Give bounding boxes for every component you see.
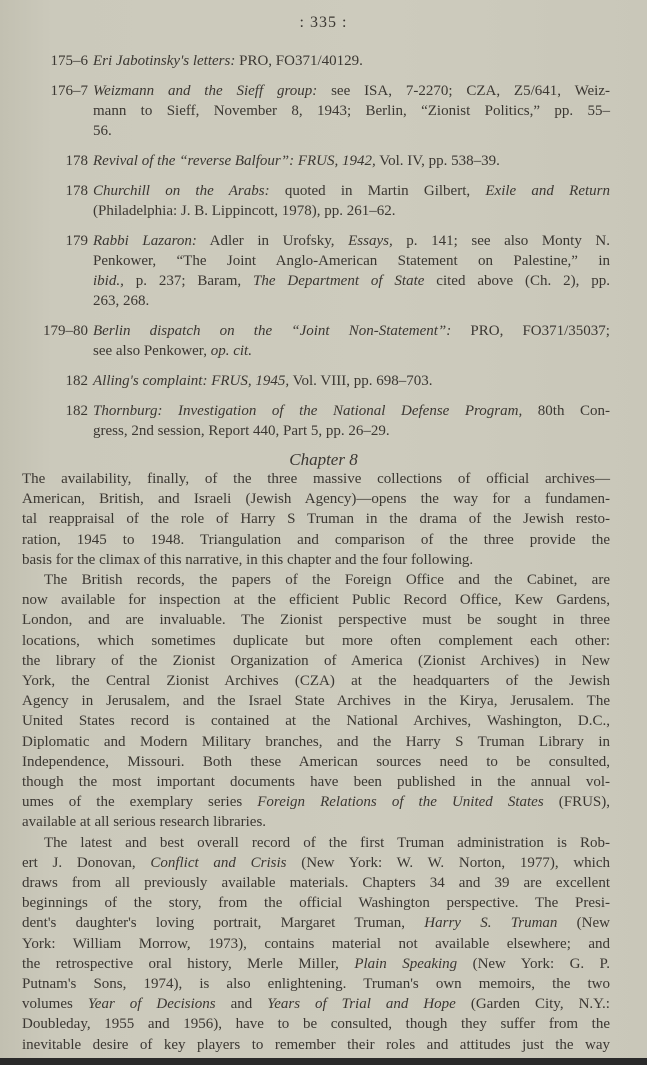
text-line xyxy=(93,321,610,341)
text-line xyxy=(22,631,610,651)
note-entry xyxy=(0,81,647,141)
chapter-body-text xyxy=(22,469,610,1055)
text-line xyxy=(22,671,610,691)
italic-text: Churchill on the Arabs: xyxy=(93,183,270,199)
text-segment: available at all serious research libraries. xyxy=(22,814,267,831)
note-entry xyxy=(0,231,647,311)
text-line xyxy=(22,489,610,509)
text-segment: York: William Morrow, 1973), contains material not available elsewhere; and xyxy=(22,935,610,952)
text-segment: Adler in Urofsky, xyxy=(196,233,349,249)
text-segment: and xyxy=(215,996,268,1013)
note-entry xyxy=(0,151,647,171)
text-segment: Penkower, “The Joint Anglo-American Statement on Palestine,” in xyxy=(93,253,610,269)
note-page-ref: 182 xyxy=(65,403,88,419)
chapter-heading: Chapter 8 xyxy=(289,450,358,469)
text-line xyxy=(93,121,610,141)
italic-text: ibid., xyxy=(93,273,124,289)
text-line xyxy=(22,651,610,671)
text-line xyxy=(22,954,610,974)
italic-text: Berlin dispatch on the “Joint Non-Statement”: xyxy=(93,323,452,339)
text-line xyxy=(93,401,610,421)
italic-text: Alling's complaint: FRUS, 1945, xyxy=(93,373,290,389)
text-line xyxy=(22,994,610,1014)
text-line xyxy=(93,251,610,271)
text-line xyxy=(22,893,610,913)
text-segment: London, and are invaluable. The Zionist perspective must be sought in three xyxy=(22,612,610,629)
text-segment: see ISA, 7-2270; CZA, Z5/641, Weiz- xyxy=(317,83,610,99)
text-segment: the library of the Zionist Organization of America (Zionist Archives) in New xyxy=(22,652,610,669)
text-line xyxy=(22,469,610,489)
text-segment: (New York: W. W. Norton, 1977), which xyxy=(286,854,610,871)
note-text xyxy=(93,371,610,391)
italic-text: Essays, xyxy=(348,233,393,249)
text-segment: locations, which sometimes duplicate but more often complement each other: xyxy=(22,632,610,649)
italic-text: Harry S. Truman xyxy=(424,915,558,932)
text-segment: Vol. IV, pp. 538–39. xyxy=(375,153,500,169)
note-entry xyxy=(0,181,647,221)
text-segment: PRO, FO371/35037; xyxy=(451,323,610,339)
text-segment: ration, 1945 to 1948. Triangulation and comparison of the three provide the xyxy=(22,531,610,548)
text-line xyxy=(93,201,610,221)
text-line xyxy=(93,151,610,171)
italic-text: Year of Decisions xyxy=(87,996,216,1013)
note-text xyxy=(93,231,610,311)
text-segment: 56. xyxy=(93,123,112,139)
text-segment: Agency in Jerusalem, and the Israel State Archives in the Kirya, Jerusalem. The xyxy=(22,693,610,710)
text-segment: cited above (Ch. 2), pp. xyxy=(424,273,610,289)
text-line xyxy=(22,853,610,873)
text-segment: the retrospective oral history, Merle Miller, xyxy=(22,955,355,972)
scan-bottom-edge xyxy=(0,1058,647,1065)
text-segment: The availability, finally, of the three massive collections of official archives— xyxy=(22,471,610,487)
italic-text: Revival of the “reverse Balfour”: FRUS, 1942, xyxy=(93,153,376,169)
text-line xyxy=(22,550,610,570)
text-segment: Vol. VIII, pp. 698–703. xyxy=(289,373,433,389)
text-line xyxy=(22,772,610,792)
note-text xyxy=(93,81,610,141)
text-segment: Putnam's Sons, 1974), is also enlightening. Truman's own memoirs, the two xyxy=(22,976,610,993)
italic-text: Weizmann and the Sieff group: xyxy=(93,83,318,99)
text-segment: (Garden City, N.Y.: xyxy=(455,996,610,1013)
note-text xyxy=(93,321,610,361)
text-segment: beginnings of the story, from the official Washington perspective. The Presi- xyxy=(22,895,610,912)
note-text xyxy=(93,151,610,171)
text-line xyxy=(22,1035,610,1055)
text-segment: Diplomatic and Modern Military branches, and the Harry S Truman Library in xyxy=(22,733,610,750)
italic-text: op. cit. xyxy=(210,343,252,359)
text-line xyxy=(22,913,610,933)
text-segment: United States record is contained at the National Archives, Washington, D.C., xyxy=(22,713,610,730)
text-segment: gress, 2nd session, Report 440, Part 5, pp. 26–29. xyxy=(93,423,390,439)
note-entry xyxy=(0,321,647,361)
note-entry xyxy=(0,401,647,441)
paragraph xyxy=(22,570,610,833)
text-segment: draws from all previously available materials. Chapters 34 and 39 are excellent xyxy=(22,875,610,892)
note-text xyxy=(93,51,610,71)
text-segment: (New xyxy=(557,915,610,932)
text-line xyxy=(93,101,610,121)
text-line xyxy=(22,711,610,731)
page-number: : 335 : xyxy=(299,14,348,31)
text-segment: American, British, and Israeli (Jewish Agency)—opens the way for a fundamen- xyxy=(22,491,610,508)
text-segment: dent's daughter's loving portrait, Margaret Truman, xyxy=(22,915,425,932)
note-page-ref: 176–7 xyxy=(50,83,88,99)
text-segment: 80th Con- xyxy=(522,403,610,419)
paragraph xyxy=(22,833,610,1055)
text-segment: tal reappraisal of the role of Harry S Truman in the drama of the Jewish resto- xyxy=(22,511,610,528)
italic-text: The Department of State xyxy=(252,273,425,289)
note-entry xyxy=(0,51,647,71)
text-line xyxy=(93,371,610,391)
note-page-ref: 178 xyxy=(65,183,88,199)
note-text xyxy=(93,181,610,221)
text-line xyxy=(93,51,610,71)
text-line xyxy=(93,271,610,291)
text-segment: inevitable desire of key players to remember their roles and attitudes just the way xyxy=(22,1036,610,1053)
text-line xyxy=(22,974,610,994)
text-segment: PRO, FO371/40129. xyxy=(235,53,363,69)
text-line xyxy=(22,792,610,812)
note-entry xyxy=(0,371,647,391)
text-segment: quoted in Martin Gilbert, xyxy=(269,183,486,199)
text-line xyxy=(93,231,610,251)
text-segment: The latest and best overall record of the first Truman administration is Rob- xyxy=(44,834,610,851)
text-line xyxy=(22,610,610,630)
italic-text: Rabbi Lazaron: xyxy=(93,233,197,249)
paragraph xyxy=(22,469,610,570)
text-line xyxy=(93,291,610,311)
text-segment: York, the Central Zionist Archives (CZA) at the headquarters of the Jewish xyxy=(22,673,610,690)
italic-text: Thornburg: Investigation of the National Defense Program, xyxy=(93,403,523,419)
text-segment: mann to Sieff, November 8, 1943; Berlin, “Zionist Politics,” pp. 55– xyxy=(93,103,610,119)
text-segment: 263, 268. xyxy=(93,293,150,309)
text-segment: The British records, the papers of the Foreign Office and the Cabinet, are xyxy=(44,572,610,589)
text-line xyxy=(22,934,610,954)
text-segment: though the most important documents have been published in the annual vol- xyxy=(22,774,610,791)
text-line xyxy=(22,833,610,853)
text-segment: ert J. Donovan, xyxy=(22,854,151,871)
italic-text: Exile and Return xyxy=(485,183,611,199)
text-line xyxy=(22,590,610,610)
italic-text: Conflict and Crisis xyxy=(150,854,287,871)
text-line xyxy=(22,530,610,550)
text-line xyxy=(93,181,610,201)
text-line xyxy=(22,509,610,529)
text-segment: (Philadelphia: J. B. Lippincott, 1978), pp. 261–62. xyxy=(93,203,396,219)
text-line xyxy=(22,570,610,590)
note-page-ref: 179 xyxy=(65,233,88,249)
note-page-ref: 178 xyxy=(65,153,88,169)
text-segment: see also Penkower, xyxy=(93,343,211,359)
text-segment: umes of the exemplary series xyxy=(22,794,258,811)
note-text xyxy=(93,401,610,441)
chapter-notes xyxy=(0,51,647,451)
text-line xyxy=(22,1014,610,1034)
italic-text: Eri Jabotinsky's letters: xyxy=(93,53,236,69)
italic-text: Years of Trial and Hope xyxy=(267,996,456,1013)
text-line xyxy=(93,341,610,361)
text-segment: p. 237; Baram, xyxy=(123,273,253,289)
text-segment: (FRUS), xyxy=(543,794,610,811)
text-segment: basis for the climax of this narrative, in this chapter and the four following. xyxy=(22,551,474,568)
text-line xyxy=(93,421,610,441)
text-segment: Independence, Missouri. Both these American sources need to be consulted, xyxy=(22,753,610,770)
text-line xyxy=(22,732,610,752)
text-segment: now available for inspection at the efficient Public Record Office, Kew Gardens, xyxy=(22,592,610,609)
text-segment: Doubleday, 1955 and 1956), have to be consulted, though they suffer from the xyxy=(22,1016,610,1033)
text-line xyxy=(22,691,610,711)
note-page-ref: 175–6 xyxy=(50,53,88,69)
text-segment: volumes xyxy=(22,996,88,1013)
text-line xyxy=(22,812,610,832)
italic-text: Foreign Relations of the United States xyxy=(257,794,544,811)
text-line xyxy=(93,81,610,101)
note-page-ref: 179–80 xyxy=(43,323,88,339)
text-line xyxy=(22,873,610,893)
text-segment: p. 141; see also Monty N. xyxy=(392,233,610,249)
text-segment: (New York: G. P. xyxy=(457,955,610,972)
italic-text: Plain Speaking xyxy=(354,955,458,972)
text-line xyxy=(22,752,610,772)
note-page-ref: 182 xyxy=(65,373,88,389)
